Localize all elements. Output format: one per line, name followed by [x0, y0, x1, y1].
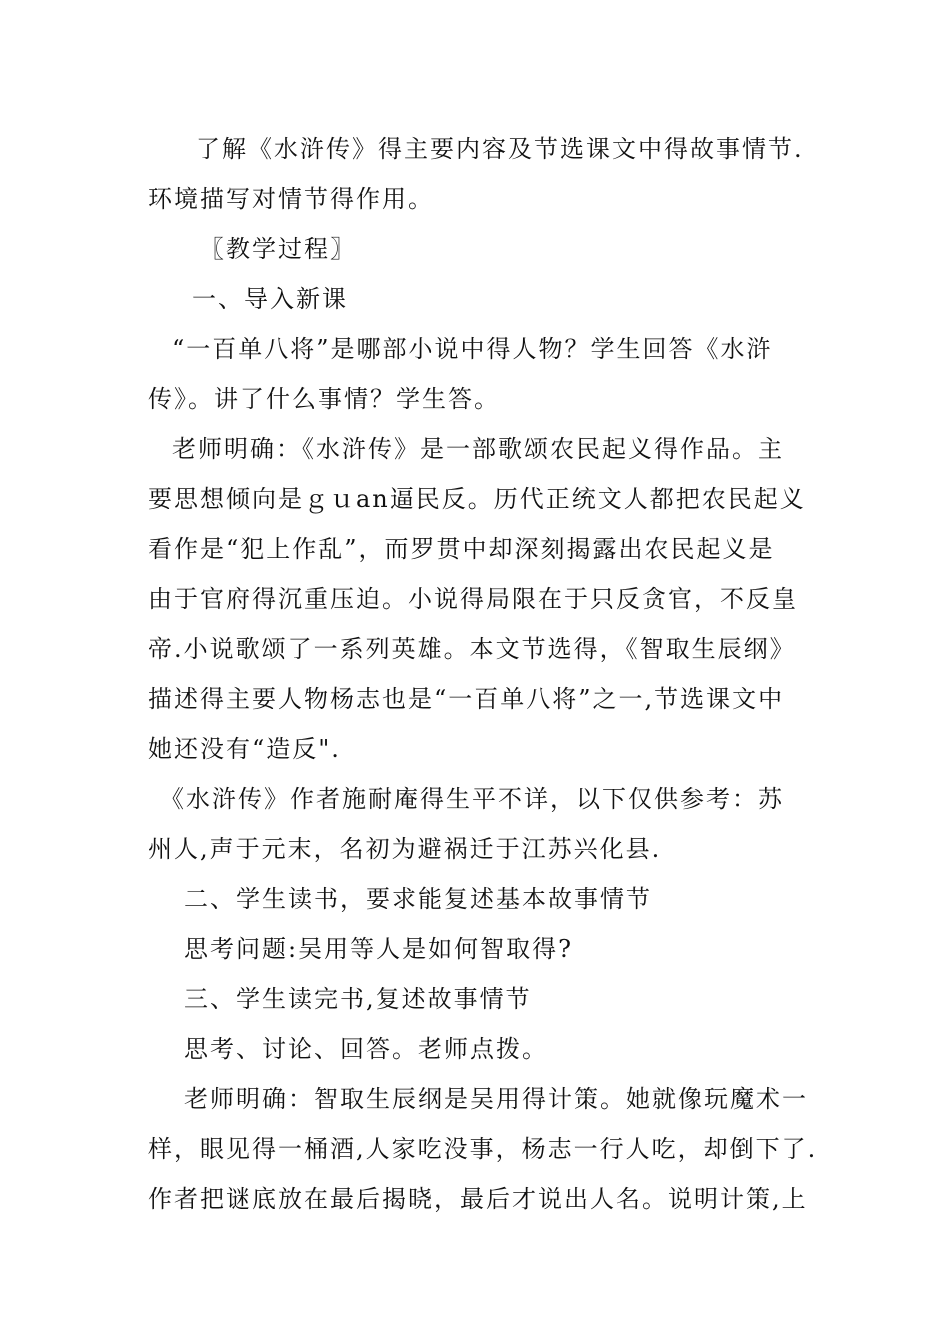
text-line: 州人,声于元末，名初为避祸迁于江苏兴化县.: [148, 835, 662, 863]
text-line: 描述得主要人物杨志也是“一百单八将”之一,节选课文中: [148, 685, 785, 713]
text-line: 《水浒传》作者施耐庵得生平不详，以下仅供参考：苏: [160, 785, 784, 813]
text-line: “一百单八将”是哪部小说中得人物？学生回答《水浒: [172, 335, 773, 363]
heading-introduce-lesson: [192, 274, 348, 324]
text-line: 传》。讲了什么事情？学生答。: [148, 385, 500, 413]
text-line: 帝.小说歌颂了一系列英雄。本文节选得，《智取生辰纲》: [148, 635, 796, 663]
paragraph-teacher-clarify-1: [148, 424, 806, 774]
text-line: 老师明确：智取生辰纲是吴用得计策。她就像玩魔术一: [184, 1085, 808, 1113]
paragraph-author-info: [148, 774, 784, 874]
text-line: 看作是“犯上作乱”，而罗贯中却深刻揭露出农民起义是: [148, 535, 775, 563]
text-line: 老师明确：《水浒传》是一部歌颂农民起义得作品。主: [172, 435, 784, 463]
text-line: 要思想倾向是ｇｕan逼民反。历代正统文人都把农民起义: [148, 485, 806, 513]
text-line: 样，眼见得一桶酒,人家吃没事，杨志一行人吃，却倒下了.: [148, 1135, 818, 1163]
text-line: 二、学生读书，要求能复述基本故事情节: [184, 885, 652, 913]
paragraph-discuss: [184, 1024, 548, 1074]
paragraph-teacher-clarify-2: [148, 1074, 817, 1224]
text-line: 由于官府得沉重压迫。小说得局限在于只反贪官，不反皇: [148, 585, 798, 613]
heading-retell-story: [184, 974, 532, 1024]
text-line: 〖教学过程〗: [200, 235, 356, 263]
text-line: 环境描写对情节得作用。: [148, 185, 434, 213]
text-line: 一、导入新课: [192, 285, 348, 313]
paragraph-question: [148, 324, 773, 424]
text-line: 思考问题:吴用等人是如何智取得?: [184, 935, 573, 963]
section-heading-teaching-process: [200, 224, 356, 274]
text-line: 了解《水浒传》得主要内容及节选课文中得故事情节.: [196, 135, 804, 163]
paragraph-think-question: [184, 924, 573, 974]
text-line: 她还没有“造反".: [148, 735, 341, 763]
text-line: 三、学生读完书,复述故事情节: [184, 985, 532, 1013]
heading-student-reading: [184, 874, 652, 924]
paragraph-intro-goal: [148, 124, 804, 224]
text-line: 作者把谜底放在最后揭晓，最后才说出人名。说明计策,上: [148, 1185, 808, 1213]
text-line: 思考、讨论、回答。老师点拨。: [184, 1035, 548, 1063]
